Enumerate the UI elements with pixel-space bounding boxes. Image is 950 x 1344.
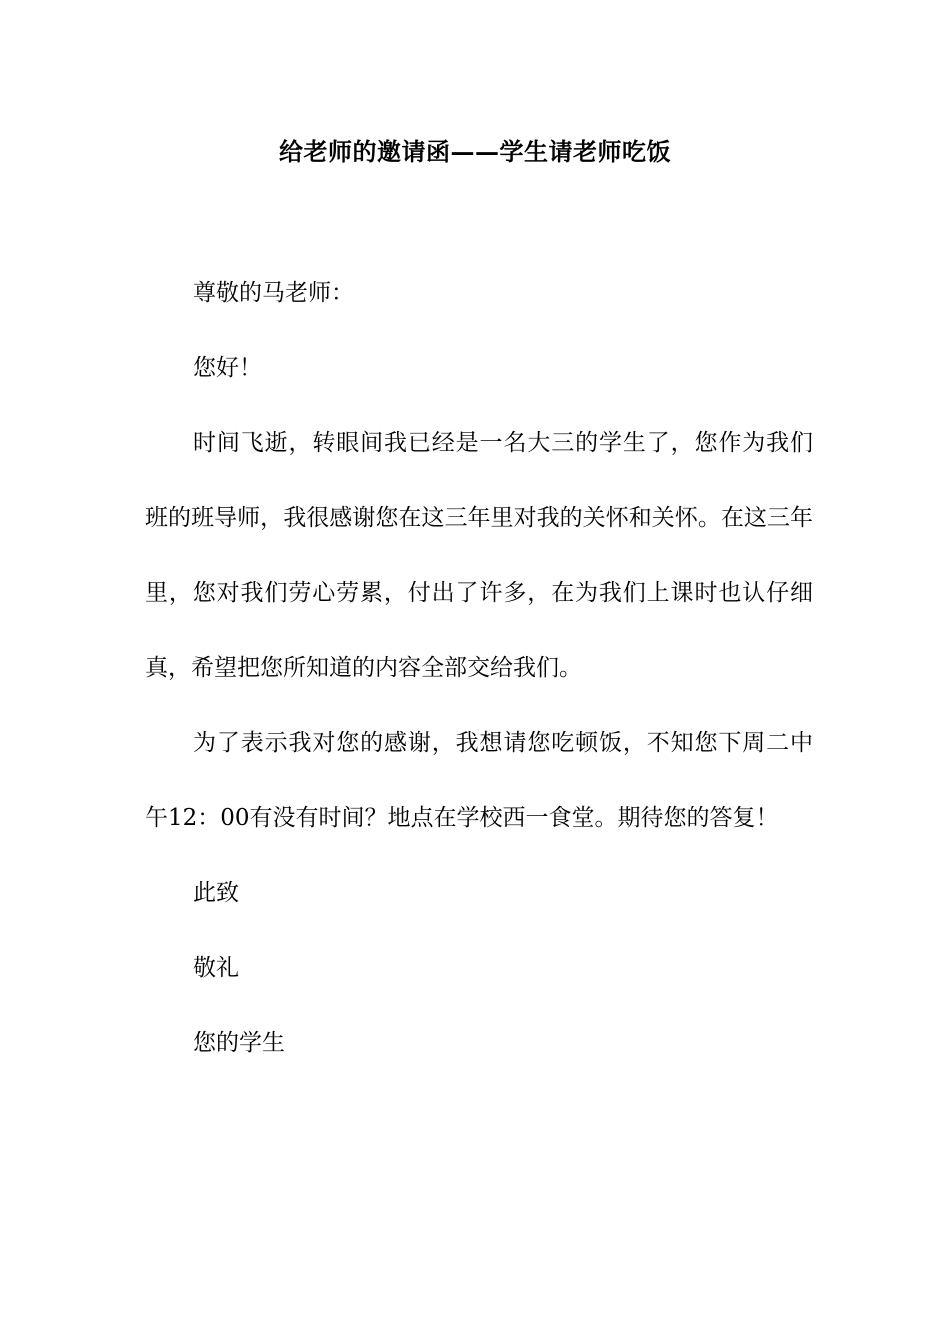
letter-body	[145, 256, 813, 1081]
document-title: 给老师的邀请函——学生请老师吃饭	[279, 137, 671, 166]
closing-line-2: 敬礼	[193, 955, 239, 981]
salutation: 尊敬的马老师：	[193, 280, 354, 306]
paragraph-invitation: 为了表示我对您的感谢，我想请您吃顿饭，不知您下周二中午12：00有没有时间？地点在学校西一食堂。期待您的答复！	[145, 730, 813, 831]
closing-line-1: 此致	[193, 880, 239, 906]
signature: 您的学生	[193, 1030, 285, 1056]
paragraph-gratitude: 时间飞逝，转眼间我已经是一名大三的学生了，您作为我们班的班导师，我很感谢您在这三年里对我的关怀和关怀。在这三年里，您对我们劳心劳累，付出了许多，在为我们上课时也认仔细真，希望把您所知道的内容全部交给我们。	[145, 430, 813, 681]
greeting: 您好！	[193, 355, 262, 381]
